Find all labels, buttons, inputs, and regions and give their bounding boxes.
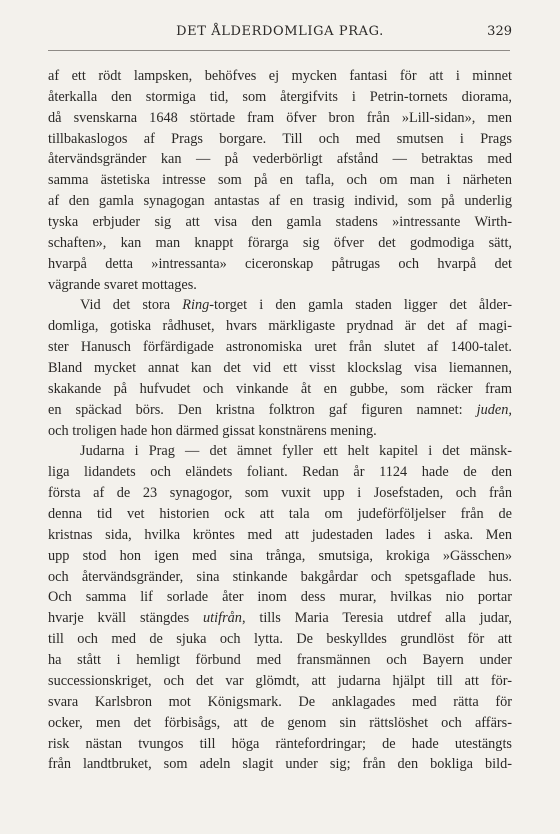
- text-line: och troligen hade hon därmed gissat konstnärens mening.: [48, 422, 377, 439]
- text-line: ocker, men det förbisågs, att de genom sin rättslöshet och affärs-: [48, 714, 512, 731]
- text-line: af den gamla synagogan antastas af en trasig individ, som på underlig: [48, 193, 512, 210]
- text-line: en späckad börs. Den kristna folktron gaf figuren namnet: juden,: [48, 401, 512, 418]
- text-line: återkalla den stormiga tid, som återgifvits i Petrin-tornets diorama,: [48, 88, 512, 105]
- page-header: [48, 24, 512, 46]
- text-line: kristnas sida, hvilka kröntes med att judestaden lades i aska. Men: [48, 526, 512, 543]
- italic-word: juden,: [476, 401, 512, 418]
- text-line: hvarje kväll stängdes utifrån, tills Maria Teresia utdref alla judar,: [48, 610, 512, 627]
- text-line: successionskriget, och det var glömdt, att judarna hjälpt till att för-: [48, 672, 512, 689]
- text-line: denna tid vet historien ock att tala om judeförföljelser från de: [48, 506, 512, 523]
- text-line: Vid det stora Ring-torget i den gamla staden ligger det ålder-: [80, 297, 512, 314]
- text-line: skakande på hufvudet och vinkande åt en gubbe, som räcker fram: [48, 380, 512, 397]
- italic-word: utifrån: [203, 610, 242, 627]
- text-line: då svenskarna 1648 störtade fram öfver bron från »Lill-sidan», men: [48, 109, 512, 126]
- text-line: återvändsgränder kan — på vederbörligt afstånd — betraktas med: [48, 151, 512, 168]
- text-line: från landtbruket, som adeln slagit under sig; från den bokliga bild-: [48, 756, 512, 773]
- text-line: vägrande svaret mottages.: [48, 276, 197, 293]
- text-line: samma ästetiska intresse som på en tafla, och om man i närheten: [48, 172, 512, 189]
- text-line: domliga, gotiska rådhuset, hvars märkligaste prydnad är det af magi-: [48, 318, 512, 335]
- italic-word: Ring: [182, 297, 210, 314]
- text-line: tillbakaslogos af Prags borgare. Till och med smutsen i Prags: [48, 130, 512, 147]
- text-line: hvarpå detta »intressanta» ciceronskap påtrugas och hvarpå det: [48, 255, 512, 272]
- text-line: ster Hanusch förfärdigade astronomiska uret från slutet af 1400-talet.: [48, 339, 512, 356]
- header-rule: [48, 50, 510, 51]
- text-line: risk nästan tvungos till höga räntefordringar; de hade utestängts: [48, 735, 512, 752]
- text-line: Judarna i Prag — det ämnet fyller ett helt kapitel i det mänsk-: [80, 443, 512, 460]
- text-line: af ett rödt lampsken, behöfves ej mycken fantasi för att i minnet: [48, 68, 512, 84]
- text-line: svara Karlsbron mot Königsmark. De anklagades med rätta för: [48, 693, 512, 710]
- text-line: Och samma lif sorlade åter inom dess murar, hvilkas nio portar: [48, 589, 512, 606]
- text-line: första af de 23 synagogor, som vuxit upp i Josefstaden, och från: [48, 485, 512, 502]
- text-line: tyska erbjuder sig att visa den gamla stadens »intressante Wirth-: [48, 214, 512, 231]
- text-line: schaften», kan man knappt förarga sig öfver det godmodiga sätt,: [48, 234, 512, 251]
- text-line: och återvändsgränder, sina stinkande bakgårdar och spetsgaflade hus.: [48, 568, 512, 585]
- running-title: DET ÅLDERDOMLIGA PRAG.: [176, 24, 384, 39]
- page-number: 329: [487, 24, 512, 39]
- text-line: Bland mycket annat kan det vid ett visst klockslag visa liemannen,: [48, 360, 512, 377]
- body-text: [48, 66, 512, 775]
- text-line: ha stått i hemligt förbund med fransmännen och Bayern under: [48, 652, 512, 669]
- text-line: upp stod hon igen med sina trånga, smutsiga, krokiga »Gässchen»: [48, 547, 512, 564]
- text-line: liga lidandets och eländets foliant. Redan år 1124 hade de den: [48, 464, 512, 481]
- text-line: till och med de sjuka och lytta. De beskylldes grundlöst för att: [48, 631, 512, 648]
